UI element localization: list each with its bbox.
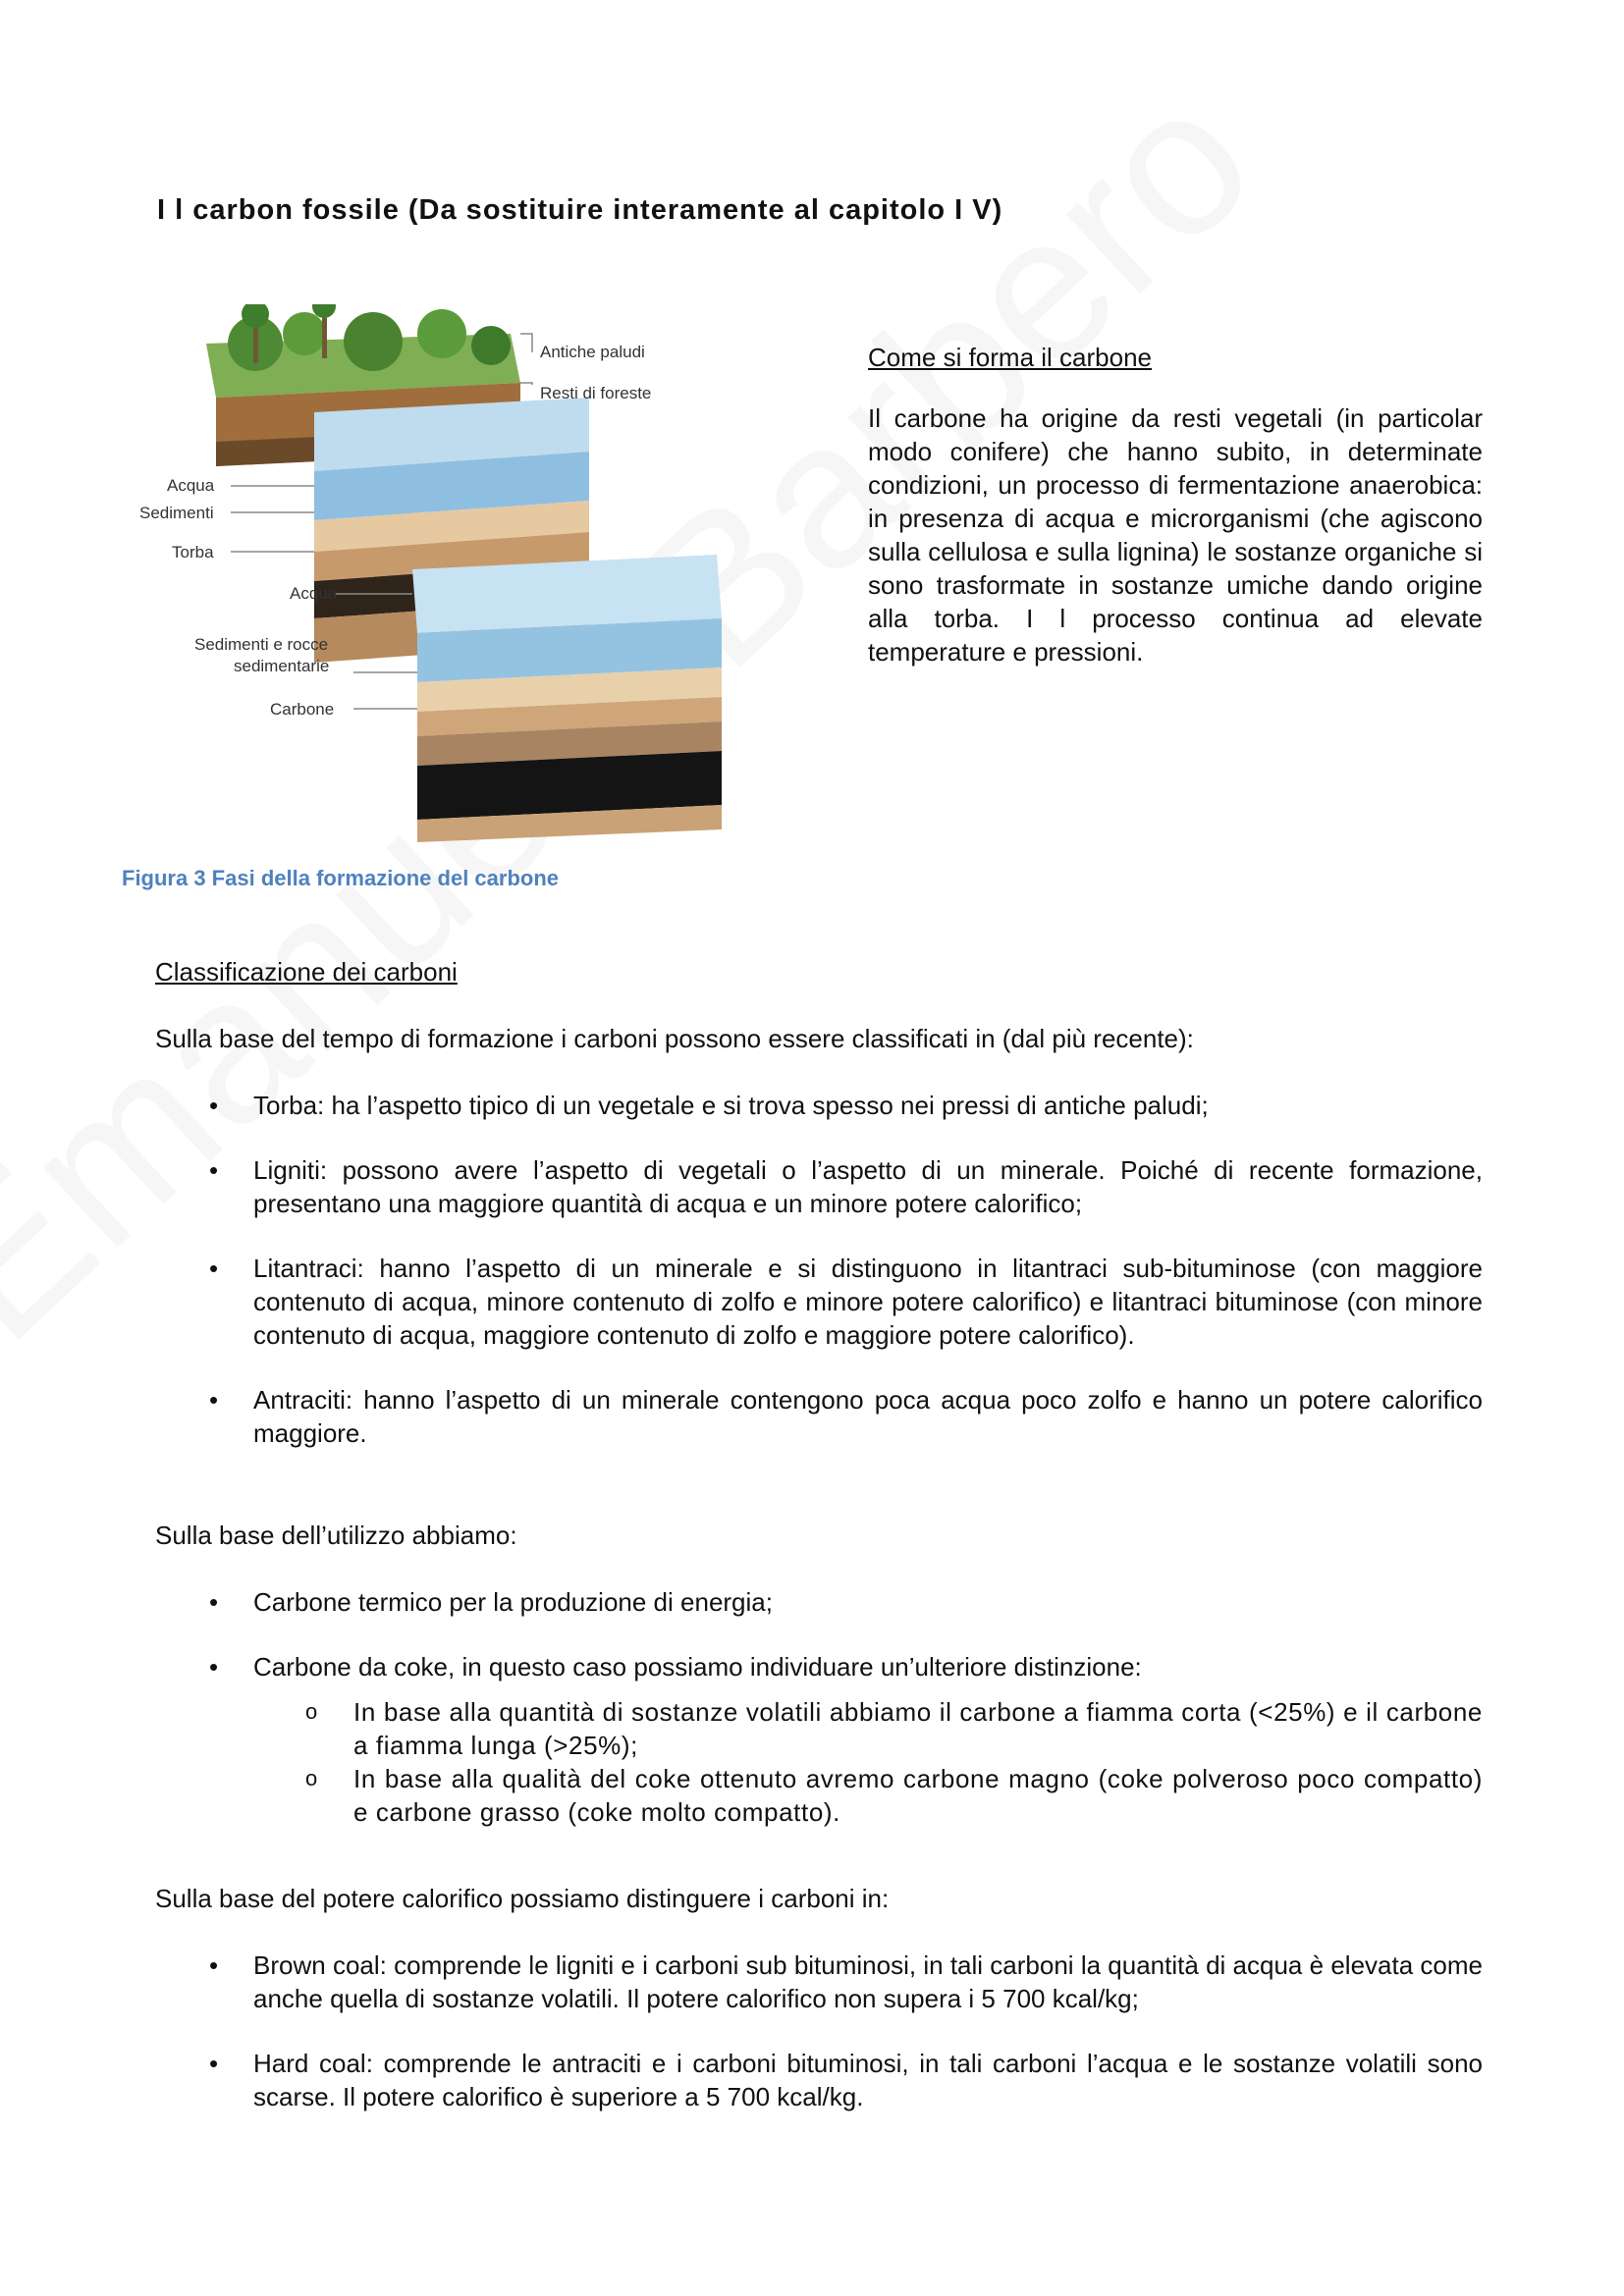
list-item: • Litantraci: hanno l’aspetto di un minerale e si distinguono in litantraci sub-bituminose (con maggiore contenuto di acqua, minore contenuto di zolfo e minore potere calorifico) e litantraci bituminose (con minore contenuto di acqua, maggiore contenuto di zolfo e maggiore potere calorifico). [155,1252,1483,1352]
label-resti-di-foreste: Resti di foreste [540,384,652,402]
label-sedimentarie: sedimentarie [234,657,330,675]
usage-list [155,1585,1483,1683]
list-item: • Ligniti: possono avere l’aspetto di vegetali o l’aspetto di un minerale. Poiché di recente formazione, presentano una maggiore quantità di acqua e un minore potere calorifico; [155,1153,1483,1220]
label-antiche-paludi: Antiche paludi [540,343,645,361]
sub-list-item: o In base alla qualità del coke ottenuto avremo carbone magno (coke polveroso poco compatto) e carbone grasso (coke molto compatto). [155,1762,1483,1829]
classification-list [155,1089,1483,1450]
list-item: • Carbone da coke, in questo caso possiamo individuare un’ulteriore distinzione: [155,1650,1483,1683]
list-item: • Torba: ha l’aspetto tipico di un vegetale e si trova spesso nei pressi di antiche paludi; [155,1089,1483,1122]
calorific-list [155,1949,1483,2113]
label-torba: Torba [172,543,214,561]
list-item: • Antraciti: hanno l’aspetto di un minerale contengono poca acqua poco zolfo e hanno un potere calorifico maggiore. [155,1383,1483,1450]
label-sedimenti-e-rocce: Sedimenti e rocce [194,635,329,654]
classification-lead: Sulla base del tempo di formazione i carboni possono essere classificati in (dal più recente): [155,1024,1194,1053]
calorific-section [155,1882,1483,2145]
label-carbone: Carbone [270,700,335,719]
calorific-lead: Sulla base del potere calorifico possiamo distinguere i carboni in: [155,1884,890,1913]
coal-block [412,555,722,842]
intro-paragraph: Il carbone ha origine da resti vegetali (in particolar modo conifere) che hanno subito, in determinate condizioni, un processo di fermentazione anaerobica: in presenza di acqua e microrganismi (che agiscono sulla cellulosa e sulla lignina) le sostanze organiche si sono trasformate in sostanze umiche dando origine alla torba. I l processo continua ad elevate temperature e pressioni. [868,403,1483,667]
page-title: I l carbon fossile (Da sostituire interamente al capitolo I V) [157,194,1003,226]
intro-section [868,341,1483,668]
label-acqua-1: Acqua [167,476,215,495]
list-item: • Hard coal: comprende le antraciti e i carboni bituminosi, in tali carboni l’acqua e le sostanze volatili sono scarse. Il potere calorifico è superiore a 5 700 kcal/kg. [155,2047,1483,2113]
coal-formation-figure [128,304,854,854]
sub-list-item: o In base alla quantità di sostanze volatili abbiamo il carbone a fiamma corta (<25%) e il carbone a fiamma lunga (>25%); [155,1695,1483,1762]
usage-sublist [155,1695,1483,1829]
coal-formation-illustration [128,304,854,854]
classification-section [155,955,1483,1481]
list-item: • Brown coal: comprende le ligniti e i carboni sub bituminosi, in tali carboni la quantità di acqua è elevata come anche quella di sostanze volatili. Il potere calorifico non supera i 5 700 kcal/kg; [155,1949,1483,2015]
label-sedimenti: Sedimenti [139,504,214,522]
usage-lead: Sulla base dell’utilizzo abbiamo: [155,1521,517,1550]
intro-heading: Come si forma il carbone [868,343,1152,372]
list-item: • Carbone termico per la produzione di energia; [155,1585,1483,1619]
label-acqua-2: Acqua [290,584,338,603]
usage-section [155,1519,1483,1829]
figure-caption: Figura 3 Fasi della formazione del carbone [122,866,560,890]
classification-heading: Classificazione dei carboni [155,957,458,987]
